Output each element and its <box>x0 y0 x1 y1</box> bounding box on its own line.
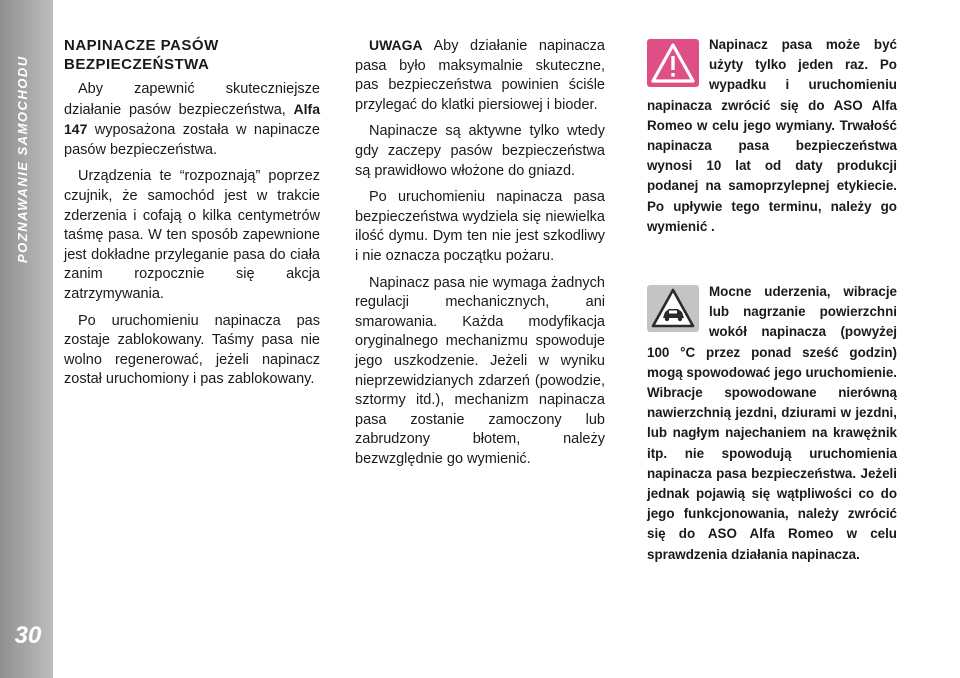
paragraph-lock: Po uruchomieniu napinacza pas zostaje zablokowany. Taśmy pasa nie wolno regenerować, jeżeli napinacz został uruchomiony i pas zablokowany. <box>64 312 320 388</box>
paragraph-smoke: Po uruchomieniu napinacza pasa bezpieczeństwa wydziela się niewielka ilość dymu. Dym ten nie jest szkodliwy i nie oznacza początku pożaru. <box>355 189 605 264</box>
warning-text-single-use: Napinacz pasa może być użyty tylko jeden raz. Po wypadku i uruchomieniu napinacza zwrócić się do ASO Alfa Romeo w celu jego wymiany. Trwałość napinacza pasa bezpieczeństwa wynosi 10 lat od daty produkcji podanej na samoprzylepnej etykiecie. Po upływie tego terminu, należy go wymienić . <box>647 37 897 234</box>
column-1 <box>64 36 320 397</box>
paragraph-warning: UWAGA Aby działanie napinacza pasa było maksymalnie skuteczne, pas bezpieczeństwa powinien ściśle przylegać do klatki piersiowej i bioder. <box>355 37 605 113</box>
warning-text-activation: Mocne uderzenia, wibracje lub nagrzanie powierzchni wokół napinacza (powyżej 100 °C przez ponad sześć godzin) mogą spowodować jego uruchomienie. Wibracje spowodowane nierówną nawierzchnią jezdni, dziurami w jezdni, lub nagłym najechaniem na krawężnik itp. nie spowodują uruchomienia napinacza pasa bezpieczeństwa. Jeżeli jednak pojawią się wątpliwości co do jego funkcjonowania, należy zwrócić się do ASO Alfa Romeo w celu sprawdzenia działania napinacza. <box>647 284 897 562</box>
warning-label: UWAGA <box>369 37 423 53</box>
warning-triangle-icon <box>647 39 699 87</box>
brand-name: Alfa 147 <box>64 100 320 138</box>
section-title: POZNAWANIE SAMOCHODU <box>15 55 30 263</box>
section-heading <box>64 36 320 74</box>
paragraph-active: Napinacze są aktywne tylko wtedy gdy zaczepy pasów bezpieczeństwa są prawidłowo włożone do gniazd. <box>355 123 605 179</box>
heading-line-1: NAPINACZE PASÓW <box>64 37 219 54</box>
column-2 <box>355 36 605 476</box>
paragraph-intro: Aby zapewnić skuteczniejsze działanie pasów bezpieczeństwa, Alfa 147 wyposażona została w napinacze pasów bezpieczeństwa. <box>64 81 320 158</box>
warning-block-activation <box>647 282 897 565</box>
sidebar-tab <box>0 0 53 678</box>
heading-line-2: BEZPIECZEŃSTWA <box>64 56 210 73</box>
paragraph-maintenance: Napinacz pasa nie wymaga żadnych regulacji mechanicznych, ani smarowania. Każda modyfikacja oryginalnego mechanizmu spowoduje jego uszkodzenie. Jeżeli w wyniku nieprzewidzianych zdarzeń (powodzie, sztormy itd.), mechanizm napinacza pasa zostanie zamoczony lub zabrudzony błotem, należy bezwzględnie go wymienić. <box>355 274 605 467</box>
warning-block-single-use <box>647 35 897 237</box>
car-warning-icon <box>647 285 699 332</box>
paragraph-sensor: Urządzenia te “rozpoznają” poprzez czujnik, że samochód jest w trakcie zderzenia i cofają o kilka centymetrów taśmę pasa. W ten sposób zapewnione jest dokładne przyleganie pasa do ciała zanim rozpocznie się akcja zatrzymywania. <box>64 168 320 302</box>
page-number: 30 <box>14 622 42 649</box>
